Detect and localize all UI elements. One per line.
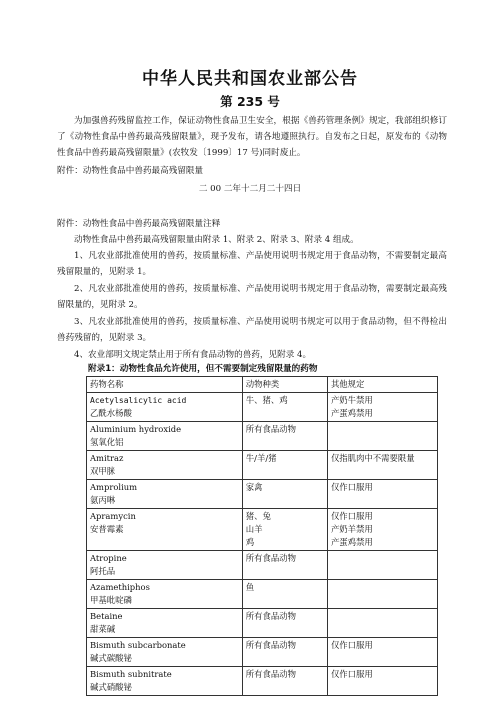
drug-name-zh: 安普霉素 bbox=[90, 524, 124, 534]
species: 所有食品动物 bbox=[245, 640, 296, 650]
species: 所有食品动物 bbox=[245, 669, 296, 679]
notes-item-4: 4、农业部明文规定禁止用于所有食品动物的兽药，见附录 4。 bbox=[74, 350, 312, 360]
drug-name-en: Apramycin bbox=[90, 511, 136, 521]
rule: 产奶牛禁用 bbox=[330, 395, 373, 405]
species: 牛、猪、鸡 bbox=[245, 395, 288, 405]
drug-name-en: Betaine bbox=[90, 611, 123, 621]
table-row bbox=[87, 551, 438, 580]
rule: 产奶羊禁用 bbox=[330, 524, 373, 534]
notes-intro: 动物性食品中兽药最高残留限量由附录 1、附录 2、附录 3、附录 4 组成。 bbox=[74, 235, 359, 245]
notes-item-2: 2、凡农业部批准使用的兽药，按质量标准、产品使用说明书规定用于食品动物，需要制定最高残留限量的，见附录 2。 bbox=[57, 284, 447, 310]
species: 鸡 bbox=[245, 537, 255, 547]
drug-name-zh: 碱式碳酸铋 bbox=[90, 653, 132, 663]
table-row bbox=[87, 422, 438, 451]
header-drug-name: 药物名称 bbox=[87, 377, 243, 393]
table-row bbox=[87, 667, 438, 696]
rule: 仅指肌肉中不需要限量 bbox=[330, 453, 415, 463]
species: 山羊 bbox=[245, 524, 263, 534]
species: 所有食品动物 bbox=[245, 611, 296, 621]
table-row bbox=[87, 638, 438, 667]
drug-name-en: Atropine bbox=[90, 553, 127, 563]
drug-name-en: Bismuth subnitrate bbox=[90, 669, 172, 679]
announcement-number: 第 235 号 bbox=[220, 94, 280, 109]
notes-heading: 附件：动物性食品中兽药最高残留限量注释 bbox=[57, 219, 221, 229]
header-other-rules: 其他规定 bbox=[327, 377, 437, 393]
rule: 产蛋鸡禁用 bbox=[330, 537, 373, 547]
drug-name-zh: 阿托品 bbox=[90, 566, 116, 576]
species: 猪、兔 bbox=[245, 511, 271, 521]
drug-name-en: Azamethiphos bbox=[90, 582, 150, 592]
rule: 仅作口服用 bbox=[330, 669, 373, 679]
species: 鱼 bbox=[245, 582, 255, 592]
appendix1-table bbox=[86, 376, 438, 696]
header-species: 动物种类 bbox=[242, 377, 327, 393]
rule: 仅作口服用 bbox=[330, 640, 373, 650]
appendix1-caption: 附录1：动物性食品允许使用，但不需要制定残留限量的药物 bbox=[88, 364, 318, 374]
table-row bbox=[87, 480, 438, 509]
species: 家禽 bbox=[245, 482, 263, 492]
drug-name-zh: 甜菜碱 bbox=[90, 624, 116, 634]
drug-name-zh: 乙酰水杨酸 bbox=[90, 408, 132, 418]
table-row bbox=[87, 393, 438, 422]
rule: 仅作口服用 bbox=[330, 511, 373, 521]
intro-paragraph: 为加强兽药残留监控工作，保证动物性食品卫生安全，根据《兽药管理条例》规定，我部组织修订了《动物性食品中兽药最高残留限量》，现予发布，请各地遵照执行。自发布之日起，原发布的《动物性食品中兽药最高残留限量》(农牧发〔1999〕17 号)同时废止。 bbox=[57, 116, 447, 158]
species: 所有食品动物 bbox=[245, 553, 296, 563]
rule: 仅作口服用 bbox=[330, 482, 373, 492]
table-header-row bbox=[87, 377, 438, 393]
table-row bbox=[87, 451, 438, 480]
drug-name-zh: 氨丙啉 bbox=[90, 495, 116, 505]
attachment-line: 附件：动物性食品中兽药最高残留限量 bbox=[57, 166, 204, 176]
drug-name-zh: 甲基吡啶磷 bbox=[90, 595, 132, 605]
notes-item-3: 3、凡农业部批准使用的兽药，按质量标准、产品使用说明书规定可以用于食品动物，但不得检出兽药残留的，见附录 3。 bbox=[57, 317, 447, 343]
species: 所有食品动物 bbox=[245, 424, 296, 434]
table-row bbox=[87, 609, 438, 638]
table-row bbox=[87, 580, 438, 609]
table-row bbox=[87, 509, 438, 551]
drug-name-zh: 碱式硝酸铋 bbox=[90, 682, 132, 692]
species: 牛/羊/猪 bbox=[245, 453, 277, 463]
drug-name-en: Amprolium bbox=[90, 482, 138, 492]
drug-name-en: Acetylsalicylic acid bbox=[90, 396, 187, 405]
announcement-date: 二 00 二年十二月二十四日 bbox=[198, 184, 302, 194]
drug-name-en: Aluminium hydroxide bbox=[90, 424, 182, 434]
document-title: 中华人民共和国农业部公告 bbox=[142, 69, 358, 89]
drug-name-en: Bismuth subcarbonate bbox=[90, 640, 186, 650]
rule: 产蛋鸡禁用 bbox=[330, 408, 373, 418]
drug-name-en: Amitraz bbox=[90, 453, 124, 463]
drug-name-zh: 双甲脒 bbox=[90, 466, 116, 476]
drug-name-zh: 氢氧化铝 bbox=[90, 437, 124, 447]
notes-item-1: 1、凡农业部批准使用的兽药，按质量标准、产品使用说明书规定用于食品动物，不需要制定最高残留限量的，见附录 1。 bbox=[57, 251, 447, 277]
